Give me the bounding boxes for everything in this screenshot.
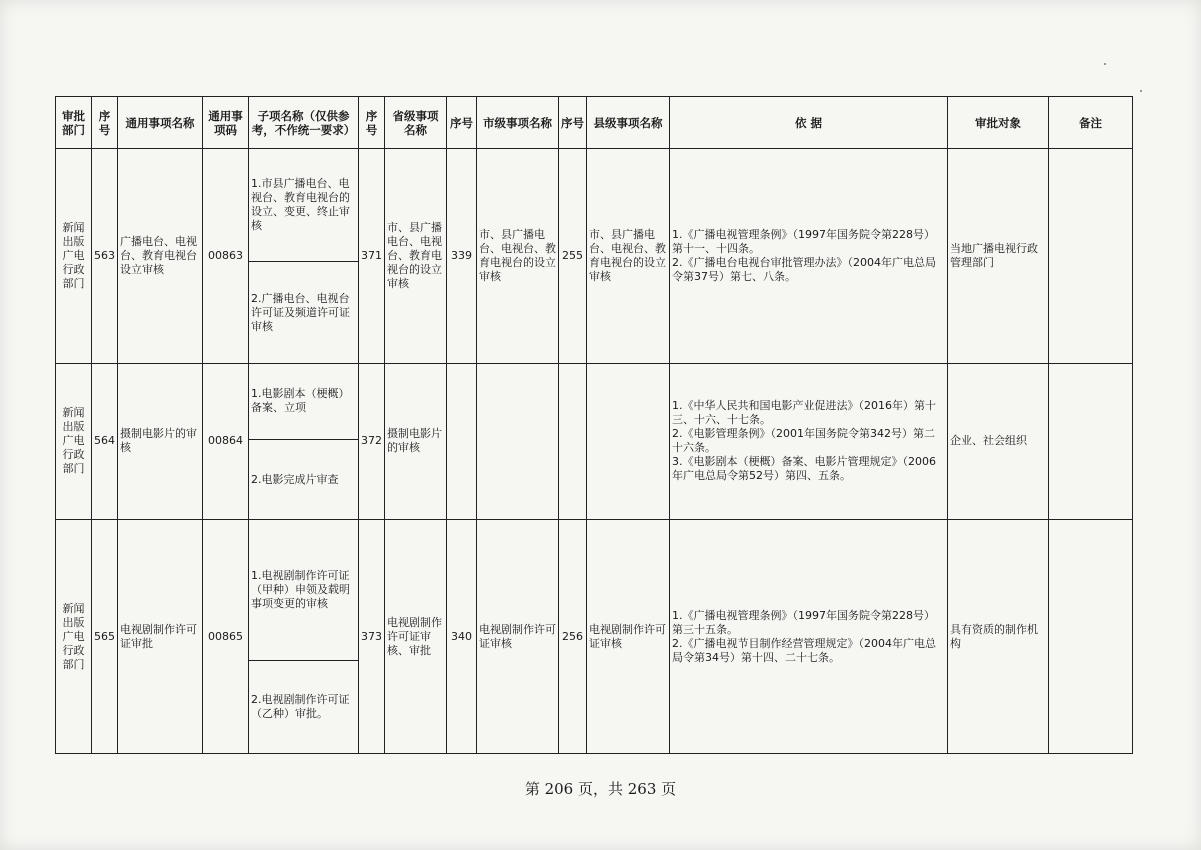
basis-line: 1.《中华人民共和国电影产业促进法》（2016年）第十三、十六、十七条。 [672, 399, 936, 427]
basis-line: 2.《电影管理条例》（2001年国务院令第342号）第二十六条。 [672, 427, 935, 455]
common-code-cell: 00865 [203, 520, 249, 754]
prov-name-cell: 摄制电影片的审核 [385, 363, 447, 520]
header-seq2: 序号 [359, 97, 385, 149]
table-row [56, 520, 1133, 660]
seq1-cell: 565 [92, 520, 118, 754]
sub-item-cell: 2.电影完成片审查 [249, 439, 359, 519]
dept-cell: 新闻出版广电行政部门 [56, 520, 92, 754]
city-name-cell: 市、县广播电台、电视台、教育电视台的设立审核 [477, 149, 559, 364]
basis-cell [670, 363, 948, 520]
basis-line: 1.《广播电视管理条例》（1997年国务院令第228号）第十一、十四条。 [672, 227, 935, 255]
common-name-cell: 摄制电影片的审核 [118, 363, 203, 520]
common-name-cell: 广播电台、电视台、教育电视台设立审核 [118, 149, 203, 364]
seq1-cell: 563 [92, 149, 118, 364]
dept-cell: 新闻出版广电行政部门 [56, 363, 92, 520]
seq4-cell [559, 363, 587, 520]
header-seq4: 序号 [559, 97, 587, 149]
target-cell: 企业、社会组织 [948, 363, 1049, 520]
basis-line: 3.《电影剧本（梗概）备案、电影片管理规定》（2006年广电总局令第52号）第四、五条。 [672, 455, 936, 483]
header-sub-name: 子项名称（仅供参考，不作统一要求） [249, 97, 359, 149]
common-name-cell: 电视剧制作许可证审批 [118, 520, 203, 754]
seq3-cell: 340 [447, 520, 477, 754]
header-common-name: 通用事项名称 [118, 97, 203, 149]
table-row [56, 149, 1133, 262]
header-seq3: 序号 [447, 97, 477, 149]
remark-cell [1049, 149, 1133, 364]
seq4-cell: 255 [559, 149, 587, 364]
header-common-code: 通用事项码 [203, 97, 249, 149]
city-name-cell: 电视剧制作许可证审核 [477, 520, 559, 754]
header-remark: 备注 [1049, 97, 1133, 149]
seq1-cell: 564 [92, 363, 118, 520]
basis-line: 2.《广播电台电视台审批管理办法》（2004年广电总局令第37号）第七、八条。 [672, 255, 936, 283]
approval-items-table [55, 96, 1133, 754]
scan-speck [1104, 63, 1106, 65]
remark-cell [1049, 520, 1133, 754]
common-code-cell: 00864 [203, 363, 249, 520]
common-code-cell: 00863 [203, 149, 249, 364]
sub-item-cell: 2.电视剧制作许可证（乙种）审批。 [249, 660, 359, 753]
basis-line: 2.《广播电视节目制作经营管理规定》（2004年广电总局令第34号）第十四、二十七条。 [672, 636, 936, 664]
sub-item-cell: 1.市县广播电台、电视台、教育电视台的设立、变更、终止审核 [249, 149, 359, 262]
sub-item-cell: 2.广播电台、电视台许可证及频道许可证审核 [249, 262, 359, 363]
remark-cell [1049, 363, 1133, 520]
seq3-cell: 339 [447, 149, 477, 364]
sub-item-cell: 1.电影剧本（梗概）备案、立项 [249, 363, 359, 439]
prov-name-cell: 市、县广播电台、电视台、教育电视台的设立审核 [385, 149, 447, 364]
seq2-cell: 371 [359, 149, 385, 364]
header-basis: 依 据 [670, 97, 948, 149]
header-target: 审批对象 [948, 97, 1049, 149]
page-number: 第 206 页，共 263 页 [524, 780, 677, 798]
seq3-cell [447, 363, 477, 520]
seq2-cell: 372 [359, 363, 385, 520]
target-cell: 当地广播电视行政管理部门 [948, 149, 1049, 364]
header-county-name: 县级事项名称 [587, 97, 670, 149]
seq4-cell: 256 [559, 520, 587, 754]
dept-cell: 新闻出版广电行政部门 [56, 149, 92, 364]
county-name-cell: 电视剧制作许可证审核 [587, 520, 670, 754]
prov-name-cell: 电视剧制作许可证审核、审批 [385, 520, 447, 754]
header-row [56, 97, 1133, 149]
sub-item-cell: 1.电视剧制作许可证（甲种）申领及载明事项变更的审核 [249, 520, 359, 660]
header-seq1: 序号 [92, 97, 118, 149]
basis-cell [670, 520, 948, 754]
scan-speck [1140, 90, 1142, 92]
header-dept: 审批部门 [56, 97, 92, 149]
basis-cell [670, 149, 948, 364]
county-name-cell [587, 363, 670, 520]
header-city-name: 市级事项名称 [477, 97, 559, 149]
seq2-cell: 373 [359, 520, 385, 754]
table-row [56, 363, 1133, 439]
header-prov-name: 省级事项名称 [385, 97, 447, 149]
basis-line: 1.《广播电视管理条例》（1997年国务院令第228号）第三十五条。 [672, 608, 935, 636]
target-cell: 具有资质的制作机构 [948, 520, 1049, 754]
county-name-cell: 市、县广播电台、电视台、教育电视台的设立审核 [587, 149, 670, 364]
city-name-cell [477, 363, 559, 520]
